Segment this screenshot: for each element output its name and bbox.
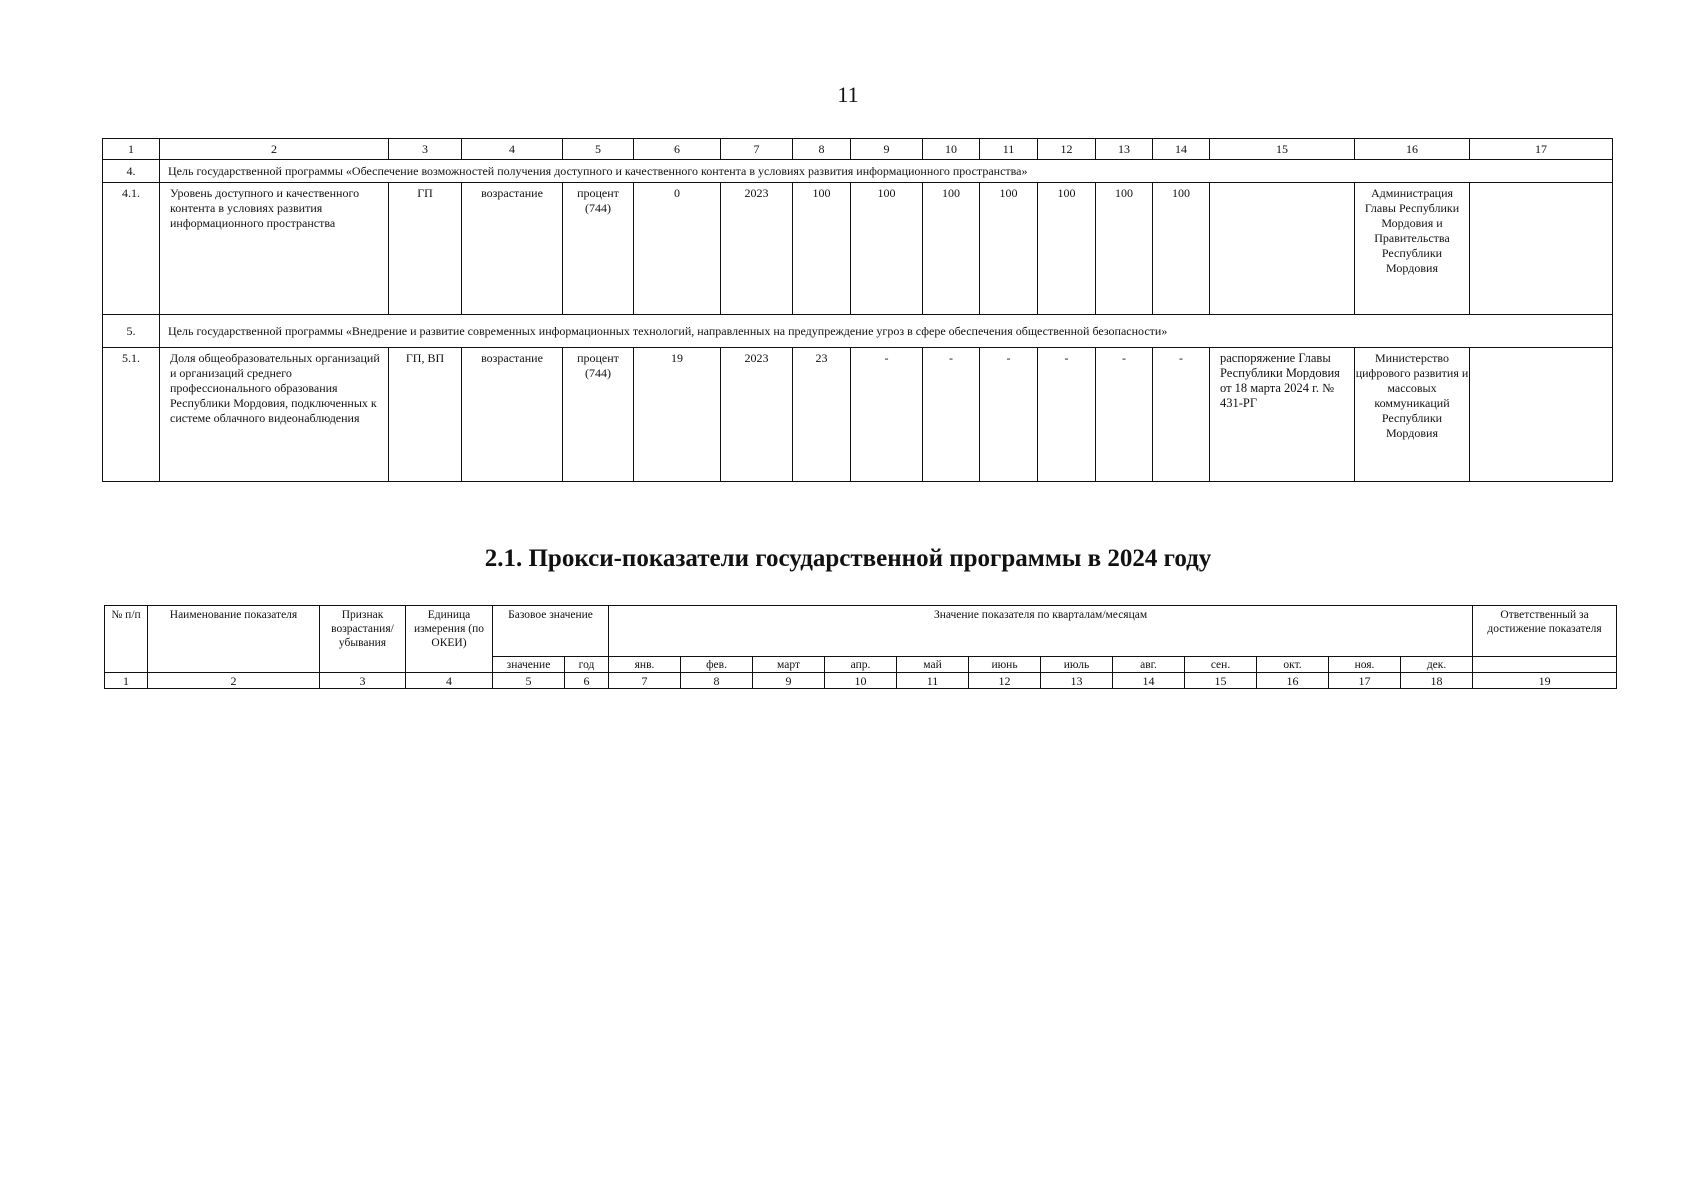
value-cell: 100	[980, 183, 1038, 315]
column-number: 9	[753, 673, 825, 689]
base-year: 2023	[721, 348, 793, 482]
base-year: 2023	[721, 183, 793, 315]
section-title: 2.1. Прокси-показатели государственной программы в 2024 году	[484, 545, 1212, 572]
column-number: 12	[1038, 139, 1096, 160]
column-number: 3	[389, 139, 462, 160]
header-month: ноя.	[1329, 657, 1401, 673]
indicator-level: ГП, ВП	[389, 348, 462, 482]
indicator-level: ГП	[389, 183, 462, 315]
info-cell	[1470, 348, 1613, 482]
column-number: 19	[1473, 673, 1617, 689]
header-responsible-empty	[1473, 657, 1617, 673]
value-cell: 100	[1153, 183, 1210, 315]
value-cell: 100	[851, 183, 923, 315]
header-month: март	[753, 657, 825, 673]
column-number: 1	[105, 673, 148, 689]
base-value: 0	[634, 183, 721, 315]
header-trend: Признак возрастания/ убывания	[320, 606, 406, 673]
responsible-cell: Администрация Главы Республики Мордовия и Правительства Республики Мордовия	[1355, 183, 1470, 315]
header-month: июль	[1041, 657, 1113, 673]
header-month: июнь	[969, 657, 1041, 673]
column-number: 16	[1355, 139, 1470, 160]
value-cell: 23	[793, 348, 851, 482]
goal-text: Цель государственной программы «Внедрение и развитие современных информационных технологий, направленных на предупреждение угроз в сфере обеспечения общественной безопасности»	[160, 315, 1613, 348]
indicator-name: Доля общеобразовательных организаций и организаций среднего профессионального образования Республики Мордовия, подключенных к системе облачного видеонаблюдения	[160, 348, 389, 482]
value-cell: -	[851, 348, 923, 482]
header-month: дек.	[1401, 657, 1473, 673]
goal-number: 4.	[103, 160, 160, 183]
column-number: 6	[634, 139, 721, 160]
header-unit: Единица измерения (по ОКЕИ)	[406, 606, 493, 673]
value-cell: 100	[793, 183, 851, 315]
indicator-trend: возрастание	[462, 183, 563, 315]
value-cell: -	[1096, 348, 1153, 482]
indicator-unit: процент (744)	[563, 348, 634, 482]
header-row	[105, 606, 1617, 657]
column-number: 3	[320, 673, 406, 689]
value-cell: -	[923, 348, 980, 482]
column-number: 4	[462, 139, 563, 160]
header-month: сен.	[1185, 657, 1257, 673]
goal-row	[103, 315, 1613, 348]
column-number: 7	[721, 139, 793, 160]
column-number: 5	[563, 139, 634, 160]
column-number: 10	[923, 139, 980, 160]
column-number-row	[105, 673, 1617, 689]
document-cell	[1210, 183, 1355, 315]
header-responsible: Ответственный за достижение показателя	[1473, 606, 1617, 657]
value-cell: 100	[923, 183, 980, 315]
column-number: 11	[980, 139, 1038, 160]
responsible-cell: Министерство цифрового развития и массовых коммуникаций Республики Мордовия	[1355, 348, 1470, 482]
base-value: 19	[634, 348, 721, 482]
indicator-unit: процент (744)	[563, 183, 634, 315]
column-number: 2	[160, 139, 389, 160]
row-number: 5.1.	[103, 348, 160, 482]
column-number: 8	[681, 673, 753, 689]
value-cell: 100	[1038, 183, 1096, 315]
value-cell: -	[1153, 348, 1210, 482]
goal-text: Цель государственной программы «Обеспечение возможностей получения доступного и качественного контента в условиях развития информационного пространства»	[160, 160, 1613, 183]
column-number: 7	[609, 673, 681, 689]
column-number: 17	[1329, 673, 1401, 689]
proxy-indicators-table	[104, 605, 1617, 689]
column-number: 18	[1401, 673, 1473, 689]
header-month: апр.	[825, 657, 897, 673]
row-number: 4.1.	[103, 183, 160, 315]
column-number: 15	[1185, 673, 1257, 689]
header-month: окт.	[1257, 657, 1329, 673]
header-month: янв.	[609, 657, 681, 673]
column-number: 13	[1041, 673, 1113, 689]
column-number: 15	[1210, 139, 1355, 160]
column-number: 6	[565, 673, 609, 689]
column-number: 2	[148, 673, 320, 689]
table-row	[103, 183, 1613, 315]
column-number: 1	[103, 139, 160, 160]
page-number: 11	[837, 82, 859, 107]
header-base-year: год	[565, 657, 609, 673]
column-number: 5	[493, 673, 565, 689]
column-number: 16	[1257, 673, 1329, 689]
column-number: 11	[897, 673, 969, 689]
goal-number: 5.	[103, 315, 160, 348]
header-name: Наименование показателя	[148, 606, 320, 673]
goal-row	[103, 160, 1613, 183]
column-number: 13	[1096, 139, 1153, 160]
table-row	[103, 348, 1613, 482]
indicators-table	[102, 138, 1613, 482]
info-cell	[1470, 183, 1613, 315]
column-number: 17	[1470, 139, 1613, 160]
value-cell: -	[1038, 348, 1096, 482]
column-number: 10	[825, 673, 897, 689]
indicator-name: Уровень доступного и качественного контента в условиях развития информационного пространства	[160, 183, 389, 315]
column-number: 12	[969, 673, 1041, 689]
header-month: авг.	[1113, 657, 1185, 673]
column-number-row	[103, 139, 1613, 160]
column-number: 14	[1153, 139, 1210, 160]
column-number: 4	[406, 673, 493, 689]
header-months-group: Значение показателя по кварталам/месяцам	[609, 606, 1473, 657]
header-month: май	[897, 657, 969, 673]
indicator-trend: возрастание	[462, 348, 563, 482]
column-number: 9	[851, 139, 923, 160]
value-cell: 100	[1096, 183, 1153, 315]
header-num: № п/п	[105, 606, 148, 673]
header-base: Базовое значение	[493, 606, 609, 657]
column-number: 8	[793, 139, 851, 160]
header-month: фев.	[681, 657, 753, 673]
value-cell: -	[980, 348, 1038, 482]
column-number: 14	[1113, 673, 1185, 689]
document-cell: распоряжение Главы Республики Мордовия от 18 марта 2024 г. № 431-РГ	[1210, 348, 1355, 482]
header-base-value: значение	[493, 657, 565, 673]
